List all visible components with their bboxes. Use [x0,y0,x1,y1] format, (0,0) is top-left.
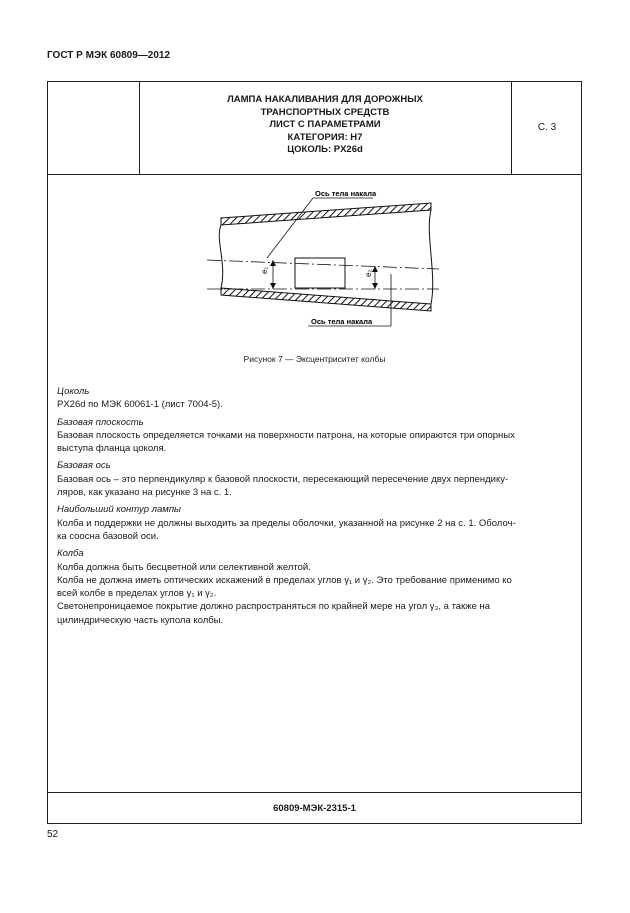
filament-axis-label-bottom: Ось тела накала [311,317,373,326]
title-line: ЛИСТ С ПАРАМЕТРАМИ [269,119,381,130]
bulb-wall-top [221,203,431,225]
title-block-left-cell [48,82,140,174]
section-line: PX26d по МЭК 60061-1 (лист 7004-5). [57,399,223,411]
figure-caption: Рисунок 7 — Эксцентриситет колбы [243,354,386,364]
bulb-eccentricity-figure [203,189,443,344]
title-line: ЦОКОЛЬ: PX26d [287,144,363,155]
filament-body [295,258,345,288]
section-base [57,385,573,412]
filament-axis-label-top: Ось тела накала [315,189,377,198]
section-line: ка соосна базовой оси. [57,530,159,542]
section-line: Базовая плоскость определяется точками на поверхности патрона, на которые опираются три опорных [57,429,515,441]
break-line-right [429,210,432,304]
sheet-number: С. 3 [537,122,557,133]
title-line: ТРАНСПОРТНЫХ СРЕДСТВ [260,106,390,118]
section-line: ляров, как указано на рисунке 3 на с. 1. [57,487,232,499]
section-title: Колба [57,548,84,560]
title-line: ЛАМПА НАКАЛИВАНИЯ ДЛЯ ДОРОЖНЫХ [227,94,423,105]
section-line: выступа фланца цоколя. [57,443,167,455]
section-bulb [57,547,573,627]
leader-line-top [267,198,313,258]
title-block-title [139,82,512,174]
break-line-left [219,225,222,288]
dimension-e1-label: e₁ [260,266,269,274]
section-reference-plane [57,416,573,456]
section-line: Колба не должна иметь оптических искажений в пределах углов γ₁ и γ₂. Это требование применимо ко [57,574,512,586]
page-number: 52 [47,829,59,840]
document-body [57,385,573,631]
arrow-icon [270,283,276,289]
section-line: Колба и поддержки не должны выходить за пределы оболочки, указанной на рисунке 2 на с. 1. Оболоч- [57,517,516,529]
section-reference-axis [57,459,573,499]
section-max-lamp-outline [57,503,573,543]
title-line: КАТЕГОРИЯ: H7 [287,131,363,143]
section-line: Базовая ось – это перпендикуляр к базовой плоскости, пересекающий пересечение двух перпендику- [57,473,509,485]
section-line: Колба должна быть бесцветной или селективной желтой. [57,561,311,573]
section-title: Базовая ось [57,460,111,472]
sheet-code: 60809-МЭК-2315-1 [48,792,581,823]
filament-axis-line [207,260,439,269]
title-block [48,82,581,175]
dimension-e2-label: e₂ [364,269,373,277]
section-line: всей колбе в пределах углов γ₁ и γ₂. [57,588,217,600]
section-line: цилиндрическую часть купола колбы. [57,614,224,626]
bulb-wall-bottom [221,288,431,311]
section-title: Цоколь [57,386,90,397]
section-line: Светонепроницаемое покрытие должно распространяться по крайней мере на угол γ₃, а также на [57,601,491,613]
document-header: ГОСТ Р МЭК 60809—2012 [47,50,171,61]
arrow-icon [372,283,378,289]
sheet-frame [47,81,582,824]
section-title: Базовая плоскость [57,416,144,428]
section-title: Наибольший контур лампы [57,504,182,516]
